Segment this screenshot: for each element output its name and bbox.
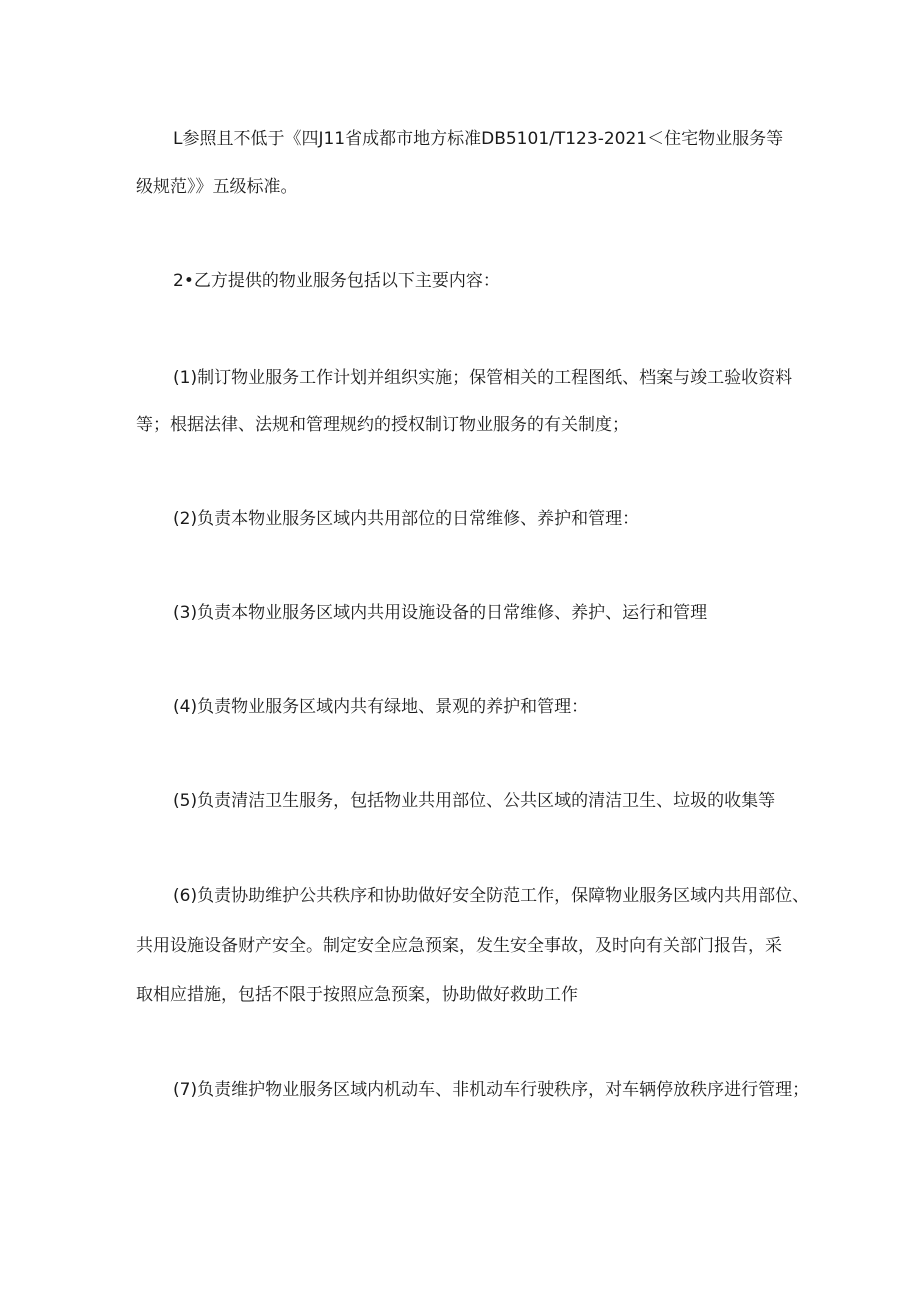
paragraph-8-line-2: 共用设施设备财产安全。制定安全应急预案，发生安全事故，及时向有关部门报告，采 [136,936,782,956]
paragraph-8-line-3: 取相应措施，包括不限于按照应急预案，协助做好救助工作 [136,985,578,1005]
paragraph-7-line-1: (5)负责清洁卫生服务，包括物业共用部位、公共区域的清洁卫生、垃圾的收集等 [173,791,776,811]
paragraph-9-line-1: (7)负责维护物业服务区域内机动车、非机动车行驶秩序，对车辆停放秩序进行管理； [173,1080,810,1100]
paragraph-2-line-1: 2•乙方提供的物业服务包括以下主要内容： [173,271,500,291]
paragraph-3-line-2: 等；根据法律、法规和管理规约的授权制订物业服务的有关制度； [136,415,629,435]
paragraph-3-line-1: (1)制订物业服务工作计划并组织实施；保管相关的工程图纸、档案与竣工验收资料 [173,368,793,388]
paragraph-6-line-1: (4)负责物业服务区域内共有绿地、景观的养护和管理： [173,697,589,717]
paragraph-4-line-1: (2)负责本物业服务区域内共用部位的日常维修、养护和管理： [173,509,640,529]
paragraph-8-line-1: (6)负责协助维护公共秩序和协助做好安全防范工作，保障物业服务区域内共用部位、 [173,886,810,906]
paragraph-5-line-1: (3)负责本物业服务区域内共用设施设备的日常维修、养护、运行和管理 [173,603,708,623]
paragraph-1-line-2: 级规范》》五级标准。 [136,177,298,197]
paragraph-1-line-1: L参照且不低于《四J11省成都市地方标准DB5101/T123-2021＜住宅物业服务等 [173,129,784,149]
